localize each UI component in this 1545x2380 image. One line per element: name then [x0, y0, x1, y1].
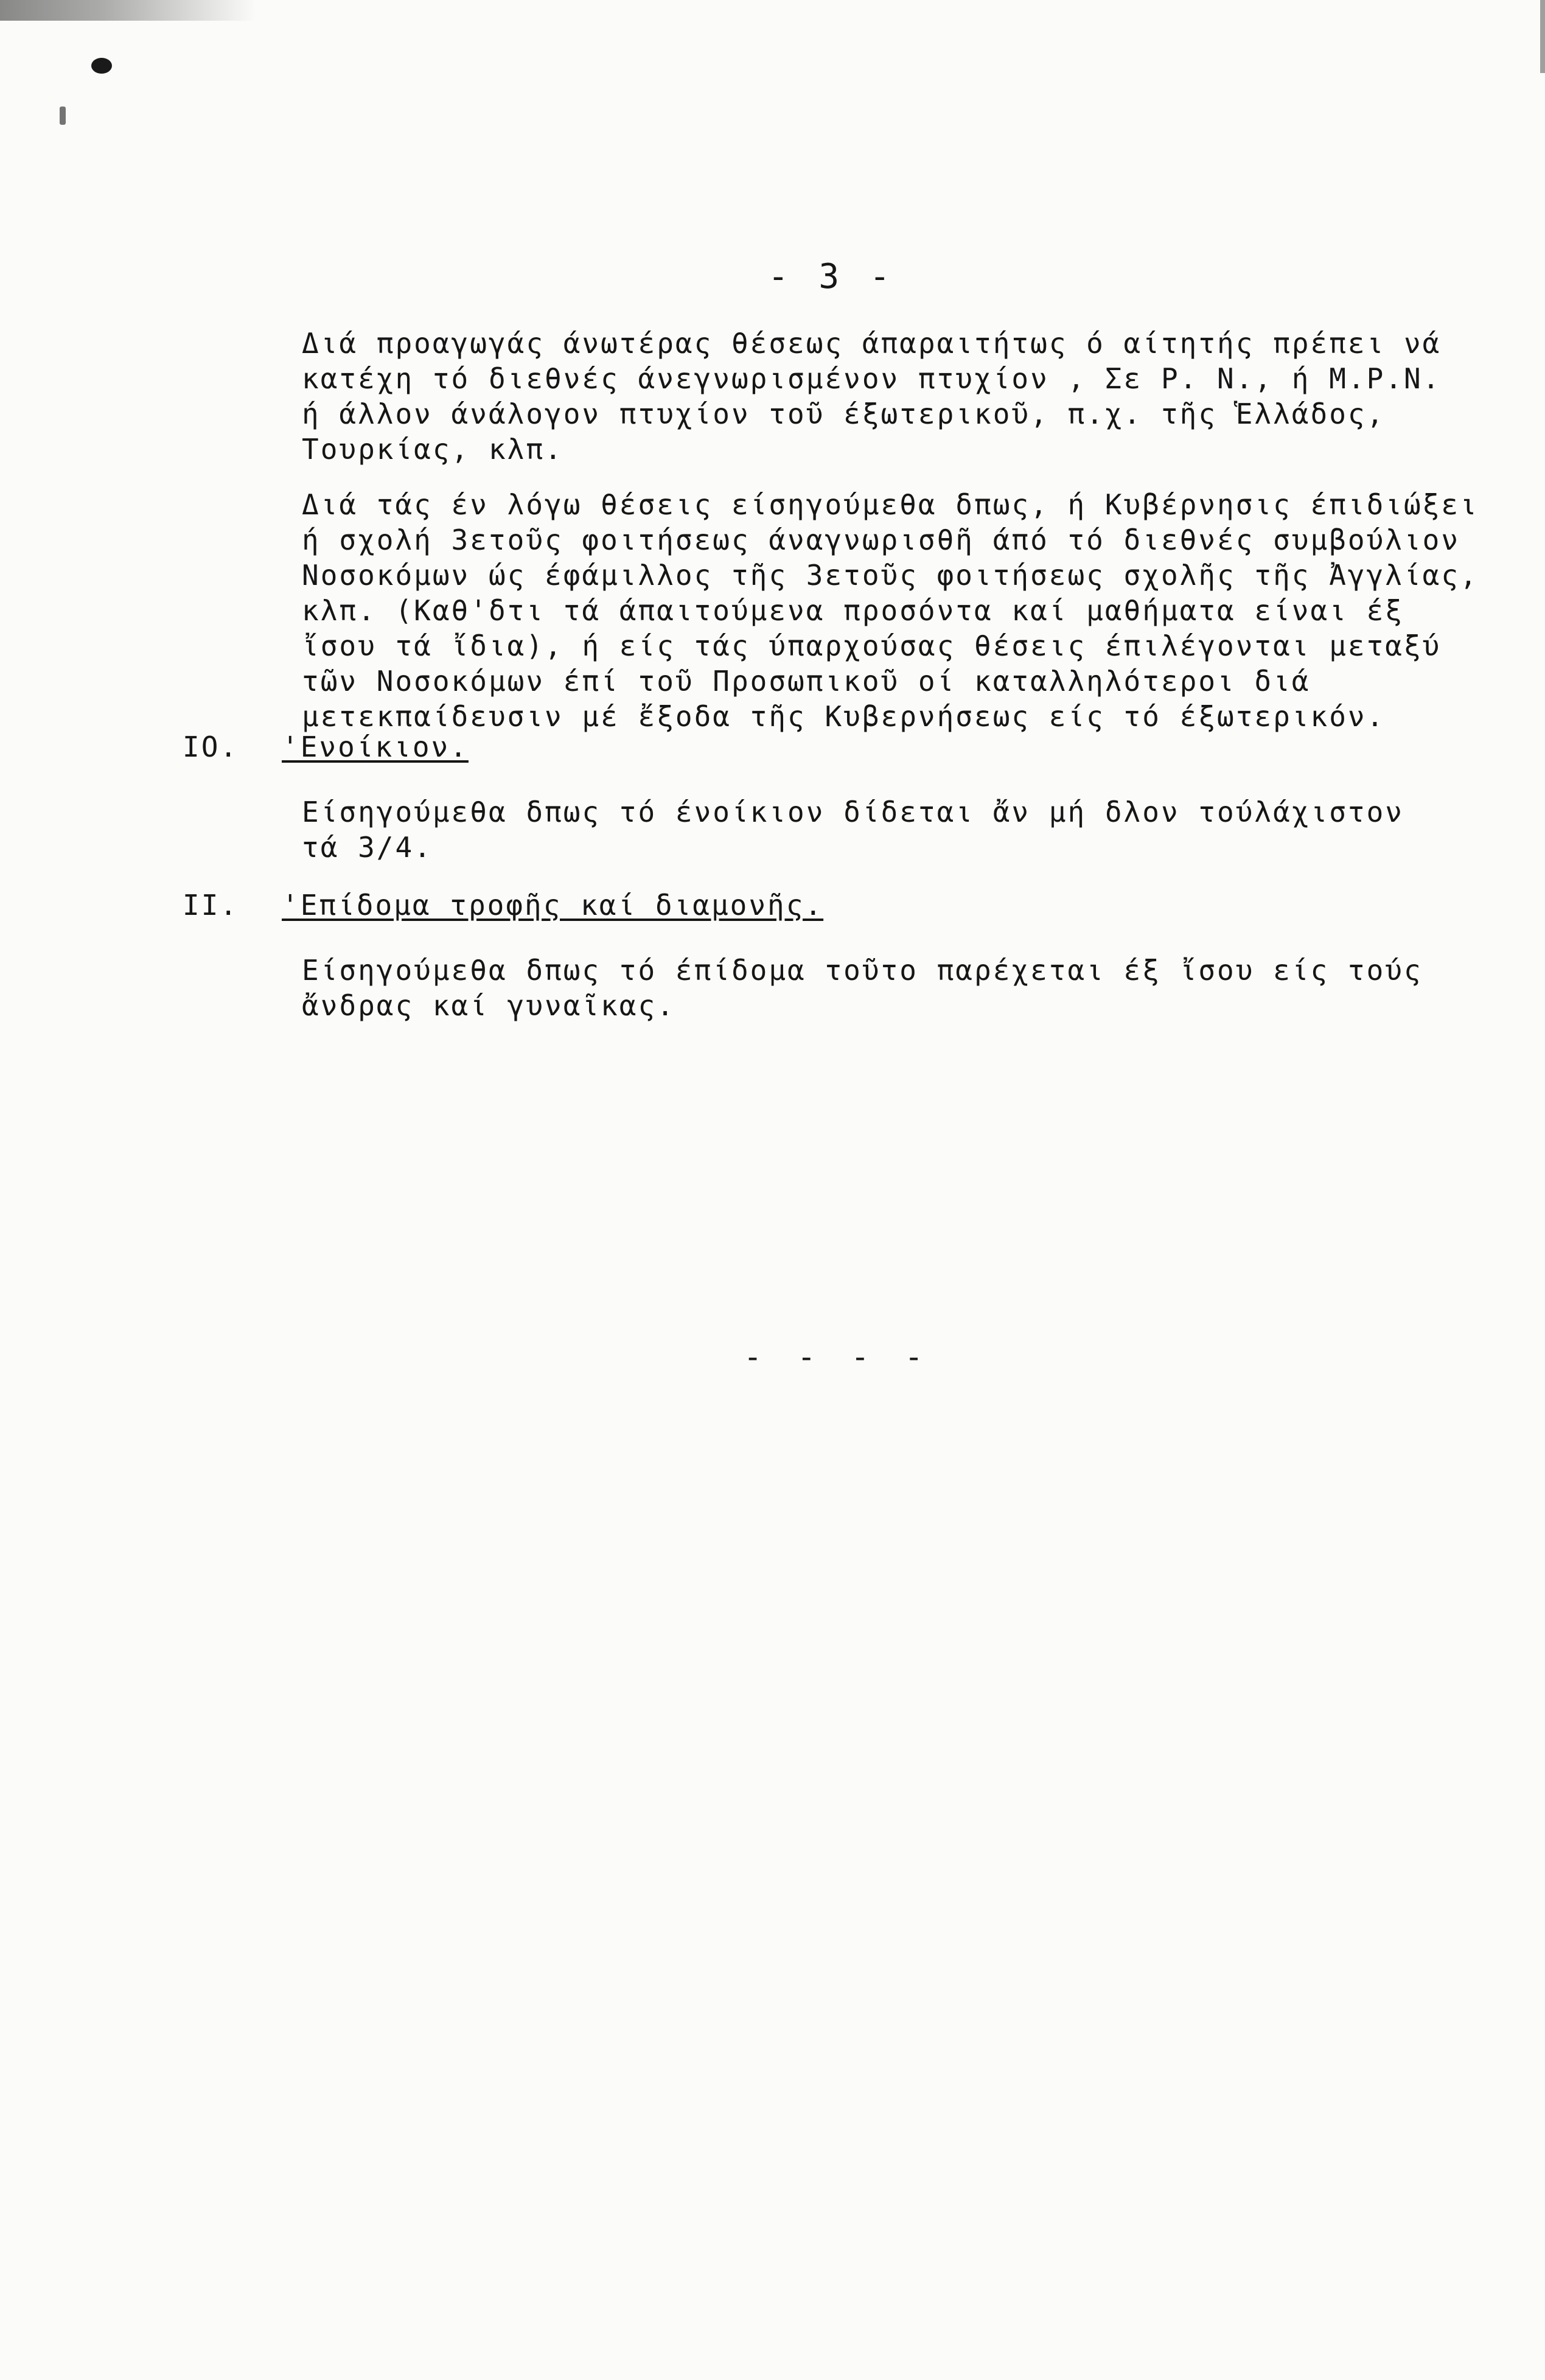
text-line: τῶν Νοσοκόμων έπί τοῦ Προσωπικοῦ οί καταλληλότεροι διά	[302, 665, 1311, 698]
section-number: IO.	[183, 730, 239, 763]
end-marker: - - - -	[744, 1339, 932, 1374]
section-heading-rent: 'Ενοίκιον.	[282, 730, 469, 763]
text-line: κατέχη τό διεθνές άνεγνωρισμένον πτυχίον , Σε Ρ. Ν., ή Μ.Ρ.Ν.	[302, 362, 1442, 395]
section-heading-allowance: 'Επίδομα τροφῆς καί διαμονῆς.	[282, 889, 824, 922]
text-line: ἴσου τά ἴδια), ή είς τάς ύπαρχούσας θέσεις έπιλέγονται μεταξύ	[302, 629, 1442, 662]
text-line: Διά τάς έν λόγω θέσεις είσηγούμεθα δπως, ή Κυβέρνησις έπιδιώξει	[302, 488, 1479, 521]
scan-speck	[60, 107, 66, 125]
paragraph-allowance	[302, 953, 1507, 1023]
text-line: Διά προαγωγάς άνωτέρας θέσεως άπαραιτήτως ό αίτητής πρέπει νά	[302, 327, 1442, 360]
text-line: κλπ. (Καθ'δτι τά άπαιτούμενα προσόντα καί μαθήματα είναι έξ	[302, 594, 1404, 627]
scan-speck	[91, 58, 112, 74]
scan-smudge	[0, 0, 256, 21]
paragraph-promotion-degree	[302, 326, 1507, 467]
text-line: ή σχολή 3ετοῦς φοιτήσεως άναγνωρισθῆ άπό τό διεθνές συμβούλιον	[302, 523, 1460, 556]
text-line: Νοσοκόμων ώς έφάμιλλος τῆς 3ετοῦς φοιτήσεως σχολῆς τῆς Ἀγγλίας,	[302, 559, 1479, 592]
paragraph-rent	[302, 794, 1507, 865]
section-number: II.	[183, 889, 239, 922]
paragraph-school-recognition	[302, 487, 1507, 734]
text-line: Είσηγούμεθα δπως τό έπίδομα τοῦτο παρέχεται έξ ἴσου είς τούς	[302, 954, 1423, 987]
text-line: ή άλλον άνάλογον πτυχίον τοῦ έξωτερικοῦ, π.χ. τῆς Ἑλλάδος,	[302, 397, 1386, 430]
scan-edge-mark	[1540, 0, 1545, 73]
text-line: Τουρκίας, κλπ.	[302, 433, 563, 466]
text-line: μετεκπαίδευσιν μέ ἔξοδα τῆς Κυβερνήσεως είς τό έξωτερικόν.	[302, 700, 1386, 733]
text-line: τά 3/4.	[302, 831, 433, 864]
text-line: ἄνδρας καί γυναῖκας.	[302, 989, 675, 1022]
text-line: Είσηγούμεθα δπως τό ένοίκιον δίδεται ἄν μή δλον τούλάχιστον	[302, 796, 1404, 828]
page-number: - 3 -	[768, 257, 895, 296]
